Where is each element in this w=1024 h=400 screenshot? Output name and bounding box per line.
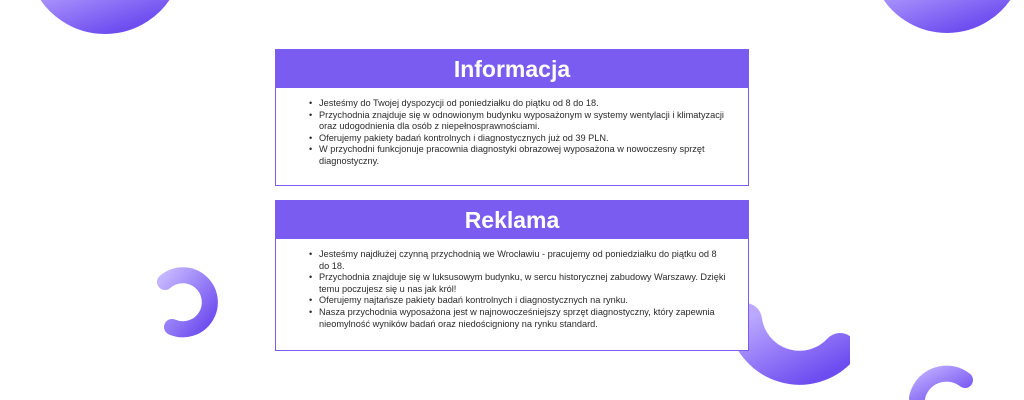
list-item: • Przychodnia znajduje się w luksusowym budynku, w sercu historycznej zabudowy Warszawy. Dzięki temu poczujesz się u nas jak król!: [309, 272, 728, 295]
decorative-ring-top-right: [872, 0, 1022, 70]
info-card: [275, 49, 749, 186]
ads-card-title: Reklama: [276, 201, 748, 239]
info-list: [309, 98, 728, 168]
list-item: • Nasza przychodnia wyposażona jest w najnowocześniejszy sprzęt diagnostyczny, który zapewnia nieomylność wyników badań oraz niedościgniony na rynku standard.: [309, 307, 728, 330]
info-card-body: [276, 88, 748, 168]
decorative-ring-top-left: [30, 0, 180, 70]
list-item: • Oferujemy najtańsze pakiety badań kontrolnych i diagnostycznych na rynku.: [309, 295, 728, 307]
info-card-title: Informacja: [276, 50, 748, 88]
list-item: • Oferujemy pakiety badań kontrolnych i diagnostycznych już od 39 PLN.: [309, 133, 728, 145]
ads-list: [309, 249, 728, 330]
decorative-ring-left: [150, 262, 220, 342]
list-item: • Jesteśmy najdłużej czynną przychodnią we Wrocławiu - pracujemy od poniedziałku do piątku od 8 do 18.: [309, 249, 728, 272]
ads-card: [275, 200, 749, 351]
decorative-ring-bottom-right: [905, 360, 985, 400]
list-item: • Jesteśmy do Twojej dyspozycji od poniedziałku do piątku od 8 do 18.: [309, 98, 728, 110]
ads-card-body: [276, 239, 748, 330]
list-item: • W przychodni funkcjonuje pracownia diagnostyki obrazowej wyposażona w nowoczesny sprzęt diagnostyczny.: [309, 144, 728, 167]
list-item: • Przychodnia znajduje się w odnowionym budynku wyposażonym w systemy wentylacji i klimatyzacji oraz udogodnienia dla osób z niepełnosprawnościami.: [309, 110, 728, 133]
